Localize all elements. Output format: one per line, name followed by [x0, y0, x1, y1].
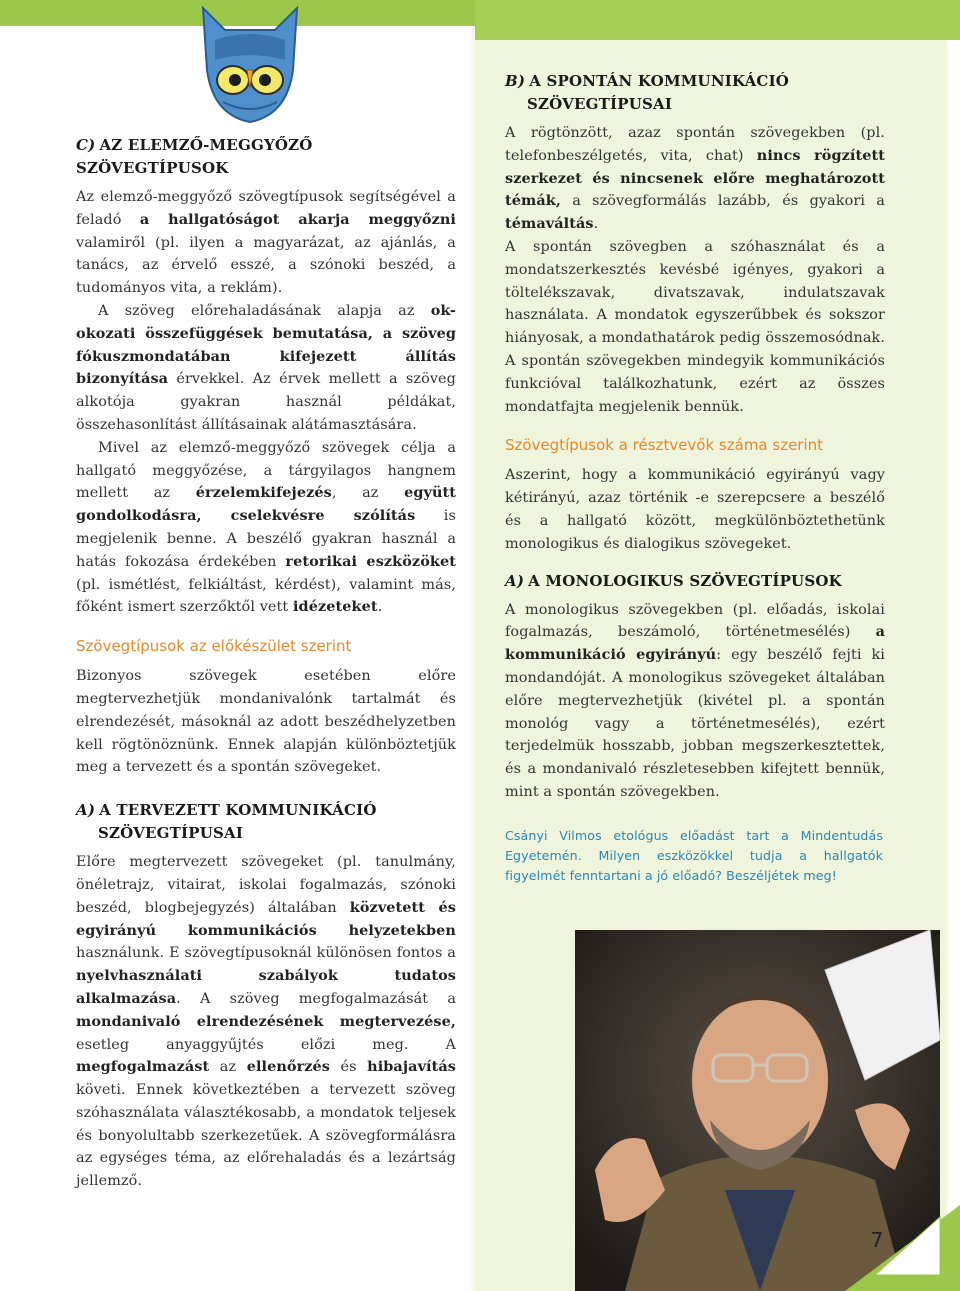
text-run: az [209, 1059, 247, 1076]
section-heading-monologic [505, 570, 885, 593]
section-heading-c [76, 134, 456, 180]
paragraph [76, 437, 456, 619]
heading-letter: A) [505, 571, 525, 590]
text-run: követi. Ennek következtében a tervezett szöveg szóhasználata választékosabb, a mondatok teljesek és bonyolultabb szerkezetűek. A szövegformálásra az egységes téma, az előrehaladás és a lezártság jellemző. [76, 1082, 456, 1190]
section-heading-preparation: Szövegtípusok az előkészület szerint [76, 637, 352, 656]
text-run: Az elemző-meggyőző szövegtípusok segítségével a feladó [76, 189, 456, 228]
paragraph [76, 186, 456, 300]
text-run: Előre megtervezett szövegeket (pl. tanulmány, önéletrajz, vitairat, iskolai fogalmazás, szónoki beszéd, blogbejegyzés) általában [76, 854, 456, 916]
heading-letter: A) [76, 801, 96, 820]
owl-mascot-icon [195, 0, 305, 128]
text-run: . [593, 216, 599, 233]
bold-phrase: ellenőrzés [246, 1058, 331, 1076]
heading-line1: A SPONTÁN KOMMUNIKÁCIÓ [529, 72, 790, 90]
paragraph [76, 300, 456, 437]
paragraph [76, 851, 456, 1193]
text-run: valamiről (pl. ilyen a magyarázat, az ajánlás, a tanács, az érvelő esszé, a szónoki beszéd, a tudományos vita, a reklám). [76, 234, 456, 297]
paragraph [505, 599, 885, 804]
bold-phrase: együtt gondolkodásra, cselekvésre szólítás [76, 484, 456, 525]
text-run: érvekkel. Az érvek mellett a szöveg alkotója gyakran használ példákat, összehasonlítást állításainak alátámasztására. [76, 371, 456, 433]
text-run: A monologikus szövegekben (pl. előadás, iskolai fogalmazás, beszámoló, történetmesélés) [505, 601, 885, 641]
bold-phrase: a hallgatóságot akarja meggyőzni [139, 210, 456, 228]
bold-phrase: megfogalmazást [76, 1058, 210, 1076]
bold-phrase: nincs rögzített szerkezet és nincsenek előre meghatározott témák, [505, 146, 885, 210]
bold-phrase: témaváltás [505, 215, 594, 233]
heading-line1: A MONOLOGIKUS SZÖVEGTÍPUSOK [528, 571, 842, 590]
text-run: használunk. E szövegtípusoknál különösen fontos a [76, 945, 456, 962]
paragraph [505, 122, 885, 236]
bold-phrase: a kommunikáció egyirányú [505, 623, 885, 664]
text-run: A rögtönzött, azaz spontán szövegekben (pl. telefonbeszélgetés, vita, chat) [505, 125, 885, 164]
heading-line1: AZ ELEMZŐ-MEGGYŐZŐ [99, 136, 313, 154]
paragraph [505, 236, 885, 418]
right-column [505, 70, 885, 886]
top-green-band-right [475, 0, 960, 40]
heading-line2: SZÖVEGTÍPUSAI [527, 95, 673, 113]
page-number: 7 [870, 1228, 884, 1252]
text-run: a szövegformálás lazább, és gyakori a [560, 193, 885, 210]
bold-phrase: érzelemkifejezés [195, 484, 332, 502]
bold-phrase: idézeteket [292, 598, 378, 616]
bold-phrase: ok-okozati összefüggések bemutatása, a szöveg fókuszmondatában kifejezett állítás bizonyítása [76, 301, 456, 388]
text-run: : egy beszélő fejti ki mondandóját. A monologikus szövegeket általában előre megtervezhetjük (kivétel pl. a spontán monológ vagy a történetmesélés), ezért terjedelmük hosszabb, jobban megszerkesztettek, és a mondanivaló részletesebben kifejtett bennük, mint a spontán szövegekben. [505, 647, 885, 800]
text-run: Aszerint, hogy a kommunikáció egyirányú vagy kétirányú, azaz történik -e szerepcsere a beszélő és a hallgató között, megkülönböztethetünk monologikus és dialogikus szövegeket. [505, 467, 885, 552]
text-run: Bizonyos szövegek esetében előre megtervezhetjük mondanivalónk tartalmát és elrendezését, másoknál az adott beszédhelyzetben kell rögtönöznünk. Ennek alapján különböztetjük meg a tervezett és a spontán szövegeket. [76, 668, 456, 776]
text-run: Mivel az elemző-meggyőző szövegek célja a hallgató meggyőzése, a tárgyilagos hangnem mellett az [76, 439, 456, 502]
bold-phrase: közvetett és egyirányú kommunikációs helyzetekben [76, 898, 456, 939]
paragraph [76, 665, 456, 779]
section-heading-spontaneous [505, 70, 885, 116]
text-run: (pl. ismétlést, felkiáltást, kérdést), valamint más, főként ismert szerzőktől vett [76, 576, 456, 616]
text-run: . [377, 599, 383, 616]
bold-phrase: retorikai eszközöket [285, 552, 456, 570]
text-run: is megjelenik benne. A beszélő gyakran használ a hatás fokozása érdekében [76, 508, 456, 570]
text-run: A szöveg előrehaladásának alapja az [98, 302, 431, 319]
bold-phrase: nyelvhasználati szabályok tudatos alkalmazása [76, 967, 456, 1007]
heading-letter: B) [505, 72, 526, 90]
photo-caption: Csányi Vilmos etológus előadást tart a Mindentudás Egyetemén. Milyen eszközökkel tudja a hallgatók figyelmét fenntartani a jó előadó? Beszéljétek meg! [505, 827, 883, 883]
text-run: . A szöveg megfogalmazását a [176, 990, 456, 1007]
heading-line2: SZÖVEGTÍPUSOK [76, 159, 229, 177]
left-column [76, 134, 456, 1193]
paragraph [505, 464, 885, 555]
heading-line2: SZÖVEGTÍPUSAI [98, 824, 244, 843]
text-run: esetleg anyaggyűjtés előzi meg. A [76, 1036, 456, 1053]
section-heading-participants: Szövegtípusok a résztvevők száma szerint [505, 436, 824, 455]
text-run: , az [331, 485, 405, 502]
heading-letter: C) [76, 136, 96, 154]
bold-phrase: mondanivaló elrendezésének megtervezése, [76, 1012, 456, 1030]
bold-phrase: hibajavítás [367, 1058, 456, 1076]
text-run: és [330, 1059, 368, 1076]
section-heading-planned [76, 799, 456, 845]
text-run: A spontán szövegben a szóhasználat és a mondatszerkesztés kevésbé igényes, gyakori a töltelékszavak, divatszavak, indulatszavak használata. A mondatok egyszerűbbek és sokszor hiányosak, a mondathatárok pedig összemosódnak. A spontán szövegekben mindegyik kommunikációs funkcióval találkozhatunk, ezért az összes mondatfajta megjelenik bennük. [505, 238, 885, 415]
heading-line1: A TERVEZETT KOMMUNIKÁCIÓ [99, 801, 377, 820]
